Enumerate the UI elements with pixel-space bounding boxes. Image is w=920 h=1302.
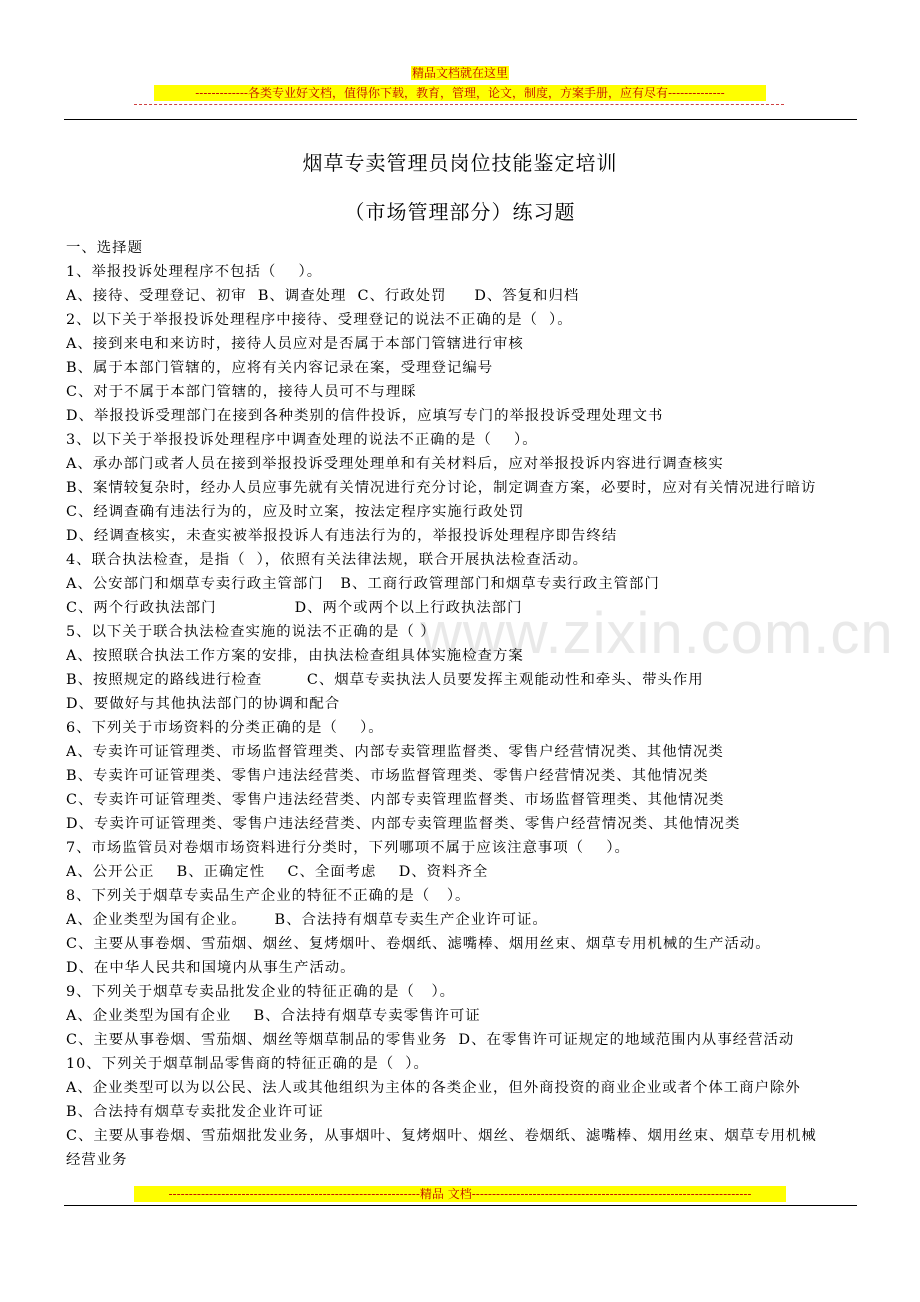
header-top-text: 精品文档就在这里 <box>411 66 508 80</box>
question-line: A、公开公正 B、正确定性 C、全面考虑 D、资料齐全 <box>66 864 489 880</box>
question-line: A、接待、受理登记、初审 B、调查处理 C、行政处罚 D、答复和归档 <box>66 288 580 304</box>
question-line: 7、市场监管员对卷烟市场资料进行分类时，下列哪项不属于应该注意事项（ ）。 <box>66 840 630 856</box>
question-line: 6、下列关于市场资料的分类正确的是（ ）。 <box>66 720 384 736</box>
question-line: A、按照联合执法工作方案的安排，由执法检查组具体实施检查方案 <box>66 648 524 664</box>
header-top-banner <box>0 66 920 81</box>
question-line: C、主要从事卷烟、雪茄烟、烟丝、复烤烟叶、卷烟纸、滤嘴棒、烟用丝束、烟草专用机械的生产活动。 <box>66 936 771 952</box>
question-line: 10、下列关于烟草制品零售商的特征正确的是（ ）。 <box>66 1056 429 1072</box>
question-line: C、两个行政执法部门 D、两个或两个以上行政执法部门 <box>66 600 523 616</box>
footer-banner: --------------------------------------------------------------精品 文档--------------------------------------------------------------------- <box>134 1186 786 1202</box>
question-line: C、经调查确有违法行为的，应及时立案，按法定程序实施行政处罚 <box>66 504 525 520</box>
header-tagline: -------------各类专业好文档，值得你下载，教育，管理，论文，制度，方案手册，应有尽有-------------- <box>154 85 766 101</box>
question-line: B、属于本部门管辖的，应将有关内容记录在案，受理登记编号 <box>66 360 494 376</box>
question-line: D、经调查核实，未查实被举报投诉人有违法行为的，举报投诉处理程序即告终结 <box>66 528 618 544</box>
question-body <box>66 236 866 1172</box>
question-line: A、企业类型为国有企业 B、合法持有烟草专卖零售许可证 <box>66 1008 481 1024</box>
question-line: 4、联合执法检查，是指（ ），依照有关法律法规，联合开展执法检查活动。 <box>66 552 588 568</box>
document-title: 烟草专卖管理员岗位技能鉴定培训 <box>302 151 618 175</box>
question-line: 经营业务 <box>66 1152 128 1168</box>
question-line: C、主要从事卷烟、雪茄烟批发业务，从事烟叶、复烤烟叶、烟丝、卷烟纸、滤嘴棒、烟用丝束、烟草专用机械 <box>66 1128 817 1144</box>
footer-rule <box>64 1205 857 1206</box>
question-line: D、专卖许可证管理类、零售户违法经营类、内部专卖管理监督类、零售户经营情况类、其他情况类 <box>66 816 741 832</box>
question-line: C、主要从事卷烟、雪茄烟、烟丝等烟草制品的零售业务 D、在零售许可证规定的地域范围内从事经营活动 <box>66 1032 795 1048</box>
question-line: C、对于不属于本部门管辖的，接待人员可不与理睬 <box>66 384 417 400</box>
question-line: B、专卖许可证管理类、零售户违法经营类、市场监督管理类、零售户经营情况类、其他情况类 <box>66 768 709 784</box>
question-line: 3、以下关于举报投诉处理程序中调查处理的说法不正确的是（ ）。 <box>66 432 538 448</box>
question-line: D、要做好与其他执法部门的协调和配合 <box>66 696 341 712</box>
question-line: A、专卖许可证管理类、市场监督管理类、内部专卖管理监督类、零售户经营情况类、其他情况类 <box>66 744 724 760</box>
document-subtitle: （市场管理部分）练习题 <box>344 200 576 224</box>
question-line: B、案情较复杂时，经办人员应事先就有关情况进行充分讨论，制定调查方案，必要时，应对有关情况进行暗访 <box>66 480 817 496</box>
header-dashed-divider <box>134 104 784 105</box>
question-line: A、企业类型可以为以公民、法人或其他组织为主体的各类企业，但外商投资的商业企业或者个体工商户除外 <box>66 1080 801 1096</box>
question-line: 2、以下关于举报投诉处理程序中接待、受理登记的说法不正确的是（ ）。 <box>66 312 573 328</box>
question-line: C、专卖许可证管理类、零售户违法经营类、内部专卖管理监督类、市场监督管理类、其他情况类 <box>66 792 725 808</box>
question-line: A、承办部门或者人员在接到举报投诉受理处理单和有关材料后，应对举报投诉内容进行调查核实 <box>66 456 724 472</box>
watermark: www.zixin.com.cn <box>420 601 894 666</box>
question-line: 5、以下关于联合执法检查实施的说法不正确的是（ ） <box>66 624 436 640</box>
question-line: A、接到来电和来访时，接待人员应对是否属于本部门管辖进行审核 <box>66 336 524 352</box>
question-line: A、公安部门和烟草专卖行政主管部门 B、工商行政管理部门和烟草专卖行政主管部门 <box>66 576 660 592</box>
question-line: A、企业类型为国有企业。 B、合法持有烟草专卖生产企业许可证。 <box>66 912 548 928</box>
question-line: B、按照规定的路线进行检查 C、烟草专卖执法人员要发挥主观能动性和牵头、带头作用 <box>66 672 704 688</box>
question-line: 8、下列关于烟草专卖品生产企业的特征不正确的是（ ）。 <box>66 888 471 904</box>
question-line: 9、下列关于烟草专卖品批发企业的特征正确的是（ ）。 <box>66 984 456 1000</box>
header-rule <box>64 119 857 120</box>
question-line: B、合法持有烟草专卖批发企业许可证 <box>66 1104 324 1120</box>
section-heading: 一、选择题 <box>66 240 143 256</box>
question-line: D、举报投诉受理部门在接到各种类别的信件投诉，应填写专门的举报投诉受理处理文书 <box>66 408 664 424</box>
question-line: 1、举报投诉处理程序不包括（ ）。 <box>66 264 323 280</box>
question-line: D、在中华人民共和国境内从事生产活动。 <box>66 960 356 976</box>
